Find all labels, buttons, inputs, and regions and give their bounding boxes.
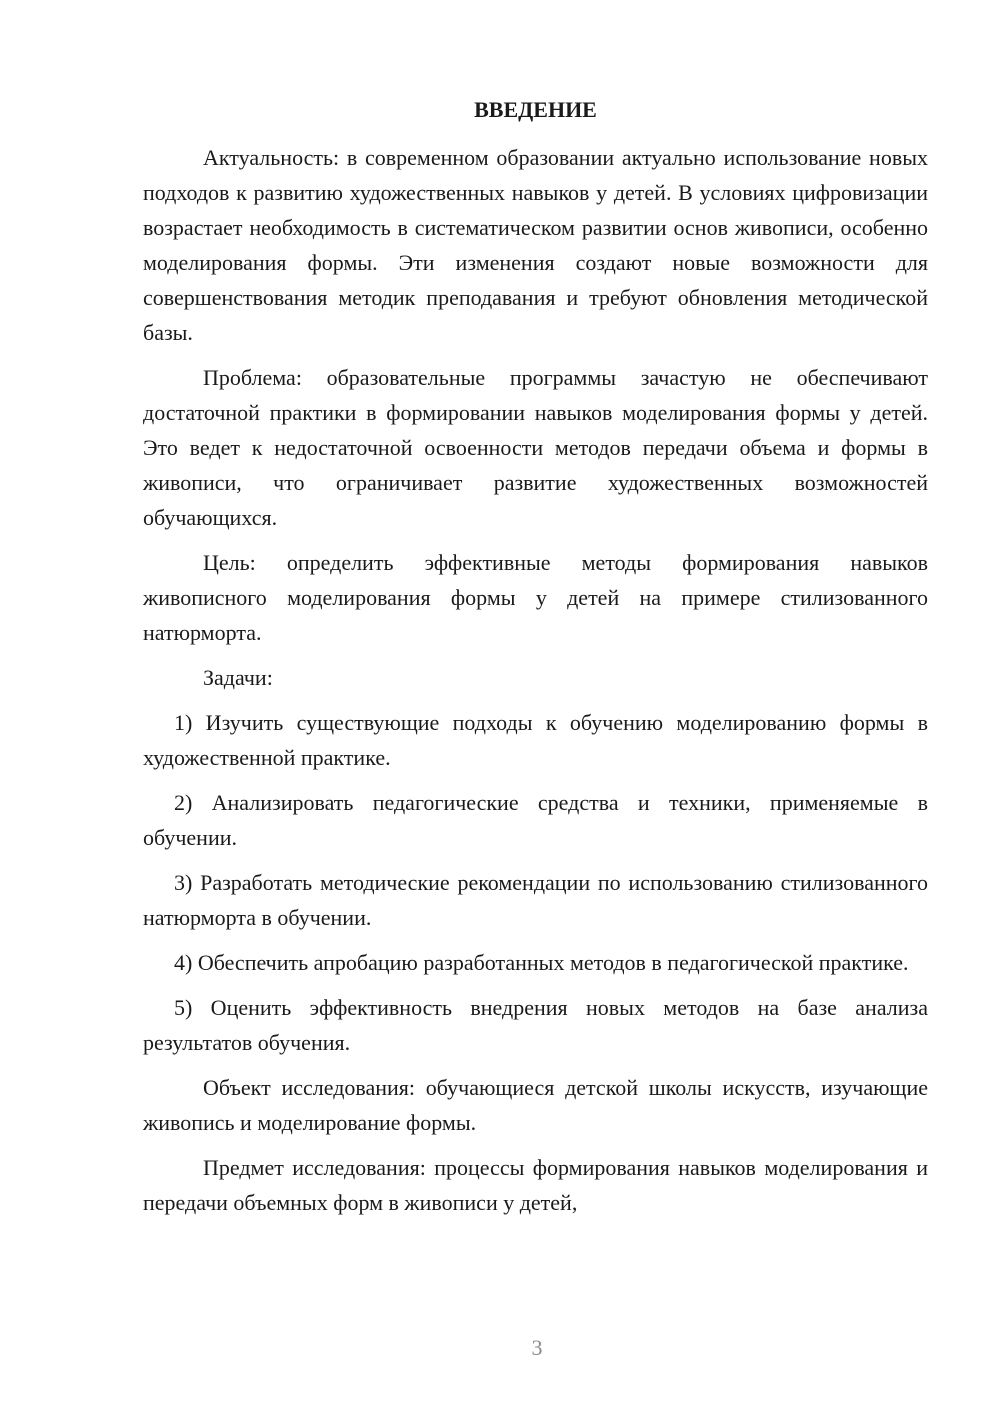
document-page (143, 94, 928, 1230)
goal-paragraph: Цель: определить эффективные методы формирования навыков живописного моделирования формы у детей на примере стилизованного натюрморта. (143, 550, 928, 645)
page-number: 3 (531, 1335, 543, 1360)
task-item-5: 5) Оценить эффективность внедрения новых методов на базе анализа результатов обучения. (143, 995, 928, 1055)
section-heading: ВВЕДЕНИЕ (474, 97, 597, 122)
problem-paragraph: Проблема: образовательные программы зачастую не обеспечивают достаточной практики в формировании навыков моделирования формы у детей. Это ведет к недостаточной освоенности методов передачи объема и формы в живописи, что ограничивает развитие художественных возможностей обучающихся. (143, 365, 928, 530)
task-item-2: 2) Анализировать педагогические средства и техники, применяемые в обучении. (143, 790, 928, 850)
task-item-1: 1) Изучить существующие подходы к обучению моделированию формы в художественной практике. (143, 710, 928, 770)
relevance-paragraph: Актуальность: в современном образовании актуально использование новых подходов к развитию художественных навыков у детей. В условиях цифровизации возрастает необходимость в систематическом развитии основ живописи, особенно моделирования формы. Эти изменения создают новые возможности для совершенствования методик преподавания и требуют обновления методической базы. (143, 145, 928, 345)
research-object-paragraph: Объект исследования: обучающиеся детской школы искусств, изучающие живопись и моделирование формы. (143, 1075, 928, 1135)
task-item-4: 4) Обеспечить апробацию разработанных методов в педагогической практике. (174, 950, 909, 975)
research-subject-paragraph: Предмет исследования: процессы формирования навыков моделирования и передачи объемных форм в живописи у детей, (143, 1155, 928, 1215)
task-item-3: 3) Разработать методические рекомендации по использованию стилизованного натюрморта в обучении. (143, 870, 928, 930)
tasks-label: Задачи: (203, 665, 273, 690)
